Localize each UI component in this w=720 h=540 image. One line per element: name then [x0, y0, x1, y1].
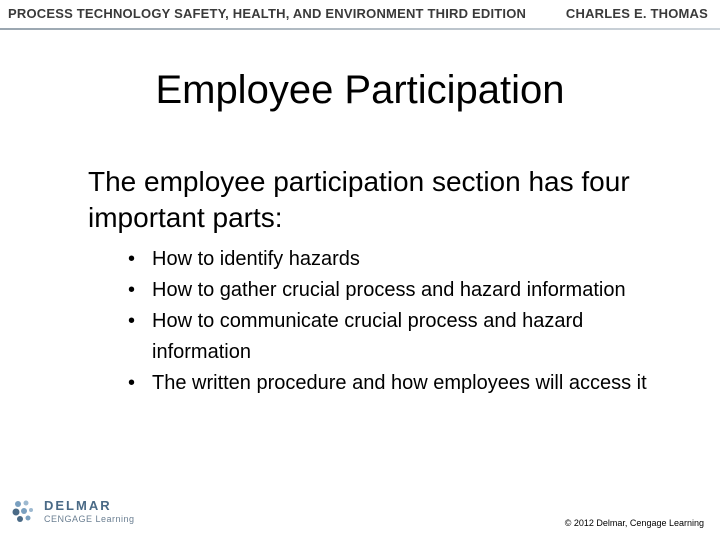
copyright-notice: © 2012 Delmar, Cengage Learning [564, 518, 704, 528]
slide-title: Employee Participation [155, 68, 565, 112]
logo-text-cengage: CENGAGE Learning [44, 514, 135, 524]
publisher-logo [10, 496, 150, 530]
author-name: CHARLES E. THOMAS [565, 6, 708, 21]
bullet-text: The written procedure and how employees will access it [152, 372, 647, 394]
intro-text: The employee participation section has four important parts: [88, 166, 630, 233]
list-item [128, 244, 668, 275]
header [0, 0, 720, 30]
book-title: PROCESS TECHNOLOGY SAFETY, HEALTH, AND ENVIRONMENT THIRD EDITION [8, 6, 527, 21]
delmar-logo-icon [10, 498, 38, 526]
bullet-text: How to communicate crucial process and hazard information [152, 310, 584, 363]
bullet-text: How to gather crucial process and hazard information [152, 279, 626, 301]
bullet-text: How to identify hazards [152, 248, 360, 270]
list-item [128, 306, 668, 368]
bullet-list [128, 244, 668, 399]
bullet-icon: • [128, 248, 136, 270]
bullet-icon: • [128, 310, 136, 332]
bullet-icon: • [128, 279, 136, 301]
list-item [128, 368, 668, 399]
list-item [128, 275, 668, 306]
header-divider [0, 28, 720, 30]
logo-text-delmar: DELMAR [44, 498, 112, 513]
bullet-icon: • [128, 372, 136, 394]
